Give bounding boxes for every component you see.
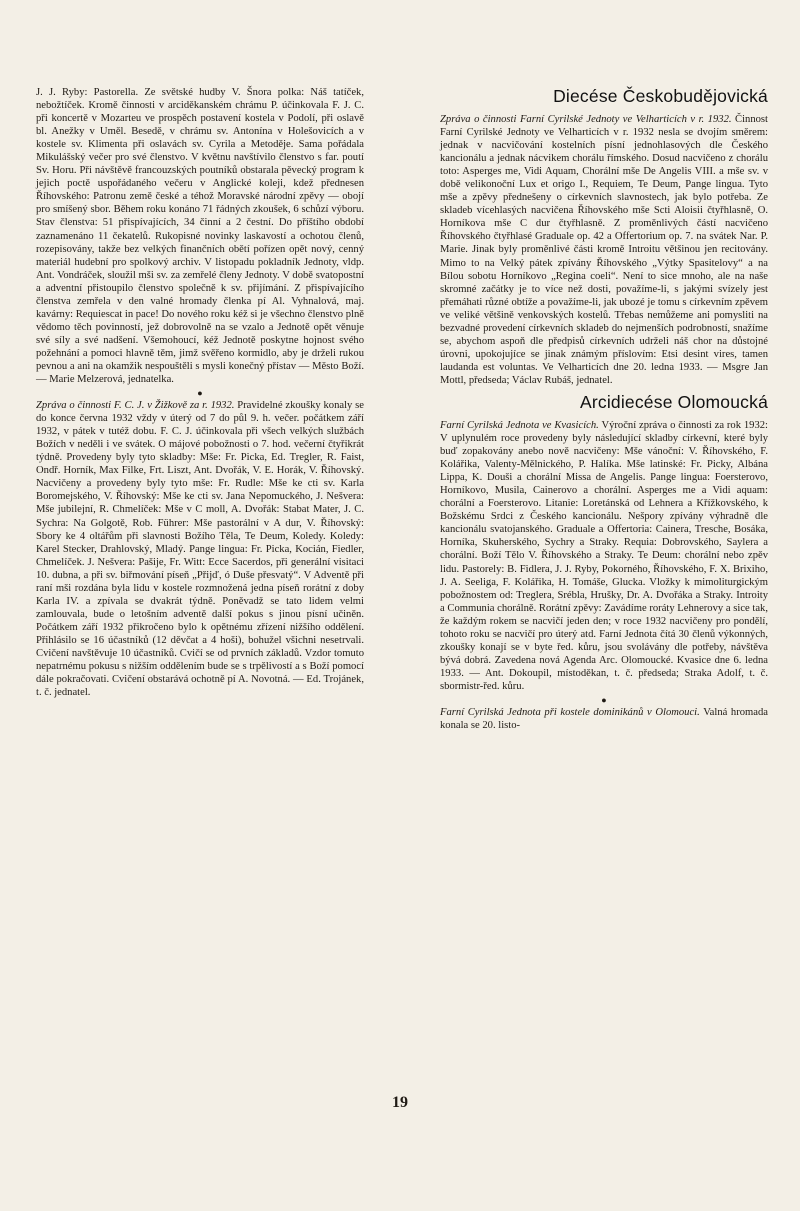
report-title-velhartice: Zpráva o činnosti Farní Cyrilské Jednoty ve Velharticích v r. 1932. — [440, 114, 732, 125]
diocese-heading-ceske-budejovice: Diecése Českobudějovická — [553, 86, 768, 106]
page-number: 19 — [392, 1094, 408, 1111]
report-body-kvasice: Výroční zpráva o činnosti za rok 1932: V uplynulém roce provedeny byly následující skladby církevní, které byly buď zopakovány anebo nově nacvičeny: Mše vánoční: V. Říhovského, F. Kolářika, Valenty-Mělnického, P. Halíka. Mše latinské: Fr. Picky, Albána Lippa, K. Douši a chorální Missa de Angelis. Pange lingua: Foersterovo, Horníkovo, Musila, Cainerovo a chorální. Asperges me a Vidi aquam: chorální a Foersterovo. Litanie: Loretánská od Lehnera a Křížkovského, k Božskému Srdci z Českého kancionálu. Nešpory zpívány výhradně dle kancionálu svatojanského. Graduale a Offertoria: Cainera, Tresche, Bosáka, Horníka, Skuherského, Sychry a Straky. Requia: Dobrovského, Saylera a chorální. Boží Tělo V. Říhovského a Straky. Te Deum: chorální nebo zpěv lidu. Pastorely: B. Fidlera, J. J. Ryby, Pokorného, Říhovského, F. X. Brixiho, J. A. Seeliga, F. Kolářika, H. Tomáše, Glucka. Vložky k mimoliturgickým pobožnostem od: Treglera, Srébla, Hrušky, Dr. A. Dvořáka a Straky. Introity a Communia chorálně. Rorátní zpěvy: Zavádíme roráty Lehnerovy a sice tak, že každým rokem se nacvičí jeden den; v roce 1932 nacvičeny pro pondělí, tohoto roku se nacvičí pro úterý atd. Farní Jednota čítá 30 členů výkonných, zkoušky konají se v byte řed. kůru, jsou svolávány dle potřeby, návštěva bývá dobrá. Zavedena nová Agenda Arc. Olomoucké. Kvasice dne 6. ledna 1933. — Ant. Dokoupil, místoděkan, t. č. předseda; Straka Adolf, t. č. sbormistr-řed. kůru. — [440, 419, 768, 692]
report-body-zizkov: Pravidelné zkoušky konaly se do konce června 1932 vždy v úterý od 7 do půl 9. h. večer. počátkem září 1932, v pátek v tutéž dobu. F. C. J. účinkovala při všech velkých službách Božích v neděli i ve svátek. O májové pobožnosti o 7. hod. večerní čtyřikrát týdně. Provedeny byly tyto skladby: Mše: Fr. Picka, Ed. Tregler, R. Faist, Ondř. Horník, Max Filke, Frt. Liszt, Ant. Dvořák, V. E. Horák, V. Říhovský. Nacvičeny a provedeny byly tyto mše: Fr. Rudle: Mše ke cti sv. Karla Boromejského, V. Říhovský: Mše ke cti sv. Jana Nepomuckého, J. Nešvera: Mše jubilejní, R. Chmelíček: Mše v C moll, A. Dvořák: Stabat Mater, J. C. Sychra: Na Golgotě, Rob. Führer: Mše pastorální v A dur, V. Říhovský: Sbory ke 4 oltářům při slavnosti Božího Těla, Te Deum, Koledy. Koledy: Karel Stecker, Drahlovský, Mladý. Pange lingua: Fr. Picka, Kocián, Fiedler, Chmelíček. J. Nešvera: Pašije, Fr. Witt: Ecce Sacerdos, při generální visitaci 10. dubna, a při sv. biřmování píseň „Přijď, ó Duše přesvatý“. V Adventě při raní mši rozdána byla lidu v kostele rozmnožená jedna píseň rorátní z doby Karla IV. a zpívala se dvakrát týdně. Poněvadž se tato lidem velmi zamlouvala, bude o letošním adventě další pokus s jinou písní učiněn. Počátkem září 1932 přikročeno bylo k opětnému zřízení nižšího oddělení. Přihlásilo se 16 účastníků (12 děvčat a 4 hoši), bohužel všichni nesetrvali. Cvičení navštěvuje 10 účastníků. Cvičí se od prvních základů. Vzdor tomuto nepatrnému pokusu s nižším oddělením bude se s trpělivostí a s Boží pomocí dále pokračovati. Cvičení obstarává ochotně pí A. Novotná. — Ed. Trojánek, t. č. jednatel. — [36, 400, 364, 699]
report-title-zizkov: Zpráva o činnosti F. C. J. v Žižkově za r. 1932. — [36, 400, 235, 412]
right-column — [440, 86, 768, 732]
report-title-olomouc-dominican: Farní Cyrilská Jednota při kostele dominikánů v Olomouci. — [440, 706, 700, 718]
left-column — [36, 86, 364, 699]
report-paragraph-velhartice — [440, 113, 768, 387]
report-body-velhartice: Činnost Farní Cyrilské Jednoty ve Velharticích v r. 1932 nesla se dvojím směrem: jednak v nacvičování kostelních písní jednohlasových dle Českého kancionálu a jednak nácvikem chorálu římského. Dosud nacvičeno z chorálu toto: Asperges me, Vidi Aquam, Chorální mše De Angelis VIII. a mše sv. v době velikonoční Lux et origo I., Requiem, Te Deum, Pange lingua. Tyto mše a zpěvy přednešeny o církevních slavnostech, jak bylo potřeba. Ze skladeb vícehlasých nacvičena Říhovského mše Scti Aloisii čtyřhlasně, O. Horníkova mše C dur čtyřhlasně. Z proměnlivých částí nacvičeno Říhovského čtyřhlasé Graduale op. 42 a Offertorium op. 7. na svátek Nar. P. Marie. Jinak byly proměnlivé části kromě Introitu většinou jen recitovány. Mimo to na Velký pátek zpívány Říhovského „Výtky Spasitelovy“ a na Bílou sobotu Horníkovo „Regina coeli“. Není to sice mnoho, ale na naše skromné začátky je to více než dosti, považíme-li, s jakými svízely jest přemáhati různé obtíže a považíme-li, jak ubozé je tomu s církevním zpěvem ve veliké většině venkovských kostelů. Třebas nemůžeme ani pomysliti na bezvadné provedení církevních skladeb do nejmenších podrobností, snažíme se, abychom aspoň dle předpisů církevních udrželi náš chor na důstojné úrovni, upokojujíce se jinak známým příslovím: Etsi desint vires, tamen laudanda est voluntas. Ve Velharticích dne 20. ledna 1933. — Msgre Jan Mottl, předseda; Václav Rubáš, jednatel. — [440, 114, 768, 386]
report-paragraph-kvasice — [440, 419, 768, 693]
section-bullet: ● — [601, 694, 607, 705]
report-paragraph-olomouc-dominican — [440, 706, 768, 732]
report-paragraph-zizkov — [36, 399, 364, 699]
diocese-heading-olomouc: Arcidiecése Olomoucká — [579, 391, 768, 412]
report-paragraph-ryby: J. J. Ryby: Pastorella. Ze světské hudby V. Šnora polka: Náš tatíček, nebožtíček. Kromě činnosti v arciděkanském chrámu P. účinkovala F. J. C. při koncertě v Mozarteu ve prospěch postavení kostela v Podolí, při oslavě bl. Anežky v Uměl. Besedě, v chrámu sv. Antonína v Holešovicích a v kostele sv. Klimenta při oslavách sv. Cyrila a Metoděje. Sama pořádala Mikulášský večer pro své členstvo. V květnu navštívilo členstvo s far. poutí Sv. Horu. Při návštěvě francouzských poutníků obstarala pěvecký program k jejich poctě uspořádaného večeru v Anglické koleji, kdež přednesen Říhovského: Patronu země české a téhož Moravské národní zpěvy — obojí pro smíšený sbor. Během roku konáno 71 řádných zkoušek, 6 schůzí výboru. Stav členstva: 51 přispívajících, 34 činní a 2 čestní. Do příštího období zaznamenáno 11 čekatelů. Rukopisné novinky laskavostí a ochotou členů, rozepisovány, takže bez velkých finančních obětí pořízen opět nový, cenný materiál hudební pro spolkový archiv. V listopadu pokladník Jednoty, vldp. Ant. Vondráček, sloužil mši sv. za zemřelé členy Jednoty. V době svatopostní a adventní přistoupilo členstvo společně k sv. přijímání. Z přispívajícího členstva zemřela v den valné hromady členka pí Al. Vyhnalová, maj. kavárny: Requiescat in pace! Do nového roku kéž si je všechno členstvo plně vědomo těch povinností, jež dobrovolně na se vzalo a Jednotě opět věnuje své síly a své nadšení. Všemohoucí, kéž Jednotě poskytne hojnost svého požehnání a pomoci hlavně těm, jimž svěřeno kormidlo, aby je drželi rukou pevnou a ani na okamžik nespouštěli s mysli konečný přístav — Město Boží. — Marie Melzerová, jednatelka. — [36, 87, 364, 386]
report-body-olomouc-dominican: Valná hromada konala se 20. listo- — [440, 706, 768, 732]
report-title-kvasice: Farní Cyrilská Jednota ve Kvasicích. — [440, 419, 599, 431]
section-bullet: ● — [197, 388, 203, 399]
